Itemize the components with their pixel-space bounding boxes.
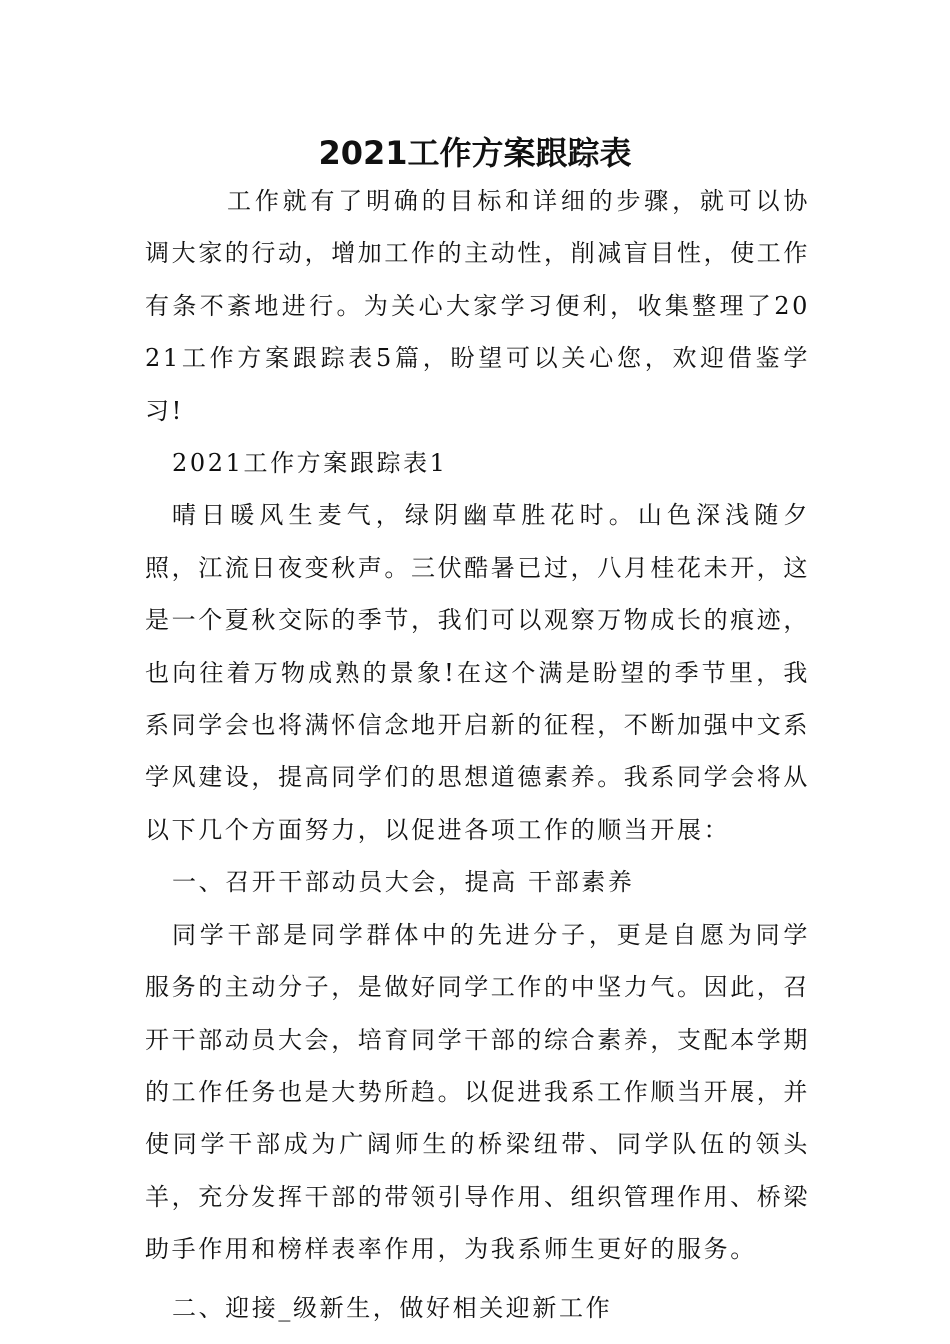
document-body <box>145 175 810 1334</box>
section-heading-item-2: 二、迎接_级新生，做好相关迎新工作 <box>172 1293 613 1322</box>
intro-paragraph: 工作就有了明确的目标和详细的步骤，就可以协调大家的行动，增加工作的主动性，削减盲目性，使工作有条不紊地进行。为关心大家学习便利，收集整理了2021工作方案跟踪表5篇，盼望可以关心您，欢迎借鉴学习! <box>145 187 810 425</box>
section-heading-item-1: 一、召开干部动员大会，提高 干部素养 <box>172 868 635 897</box>
body-paragraph: 同学干部是同学群体中的先进分子，更是自愿为同学服务的主动分子，是做好同学工作的中坚力气。因此，召开干部动员大会，培育同学干部的综合素养，支配本学期的工作任务也是大势所趋。以促进我系工作顺当开展，并使同学干部成为广阔师生的桥梁纽带、同学队伍的领头羊，充分发挥干部的带领引导作用、组织管理作用、桥梁助手作用和榜样表率作用，为我系师生更好的服务。 <box>145 920 810 1264</box>
body-paragraph: 晴日暖风生麦气，绿阴幽草胜花时。山色深浅随夕照，江流日夜变秋声。三伏酷暑已过，八月桂花未开，这是一个夏秋交际的季节，我们可以观察万物成长的痕迹，也向往着万物成熟的景象!在这个满是盼望的季节里，我系同学会也将满怀信念地开启新的征程，不断加强中文系学风建设，提高同学们的思想道德素养。我系同学会将从以下几个方面努力，以促进各项工作的顺当开展： <box>145 501 810 844</box>
document-title: 2021工作方案跟踪表 <box>318 134 632 172</box>
section-heading-plan-1: 2021工作方案跟踪表1 <box>172 449 448 478</box>
